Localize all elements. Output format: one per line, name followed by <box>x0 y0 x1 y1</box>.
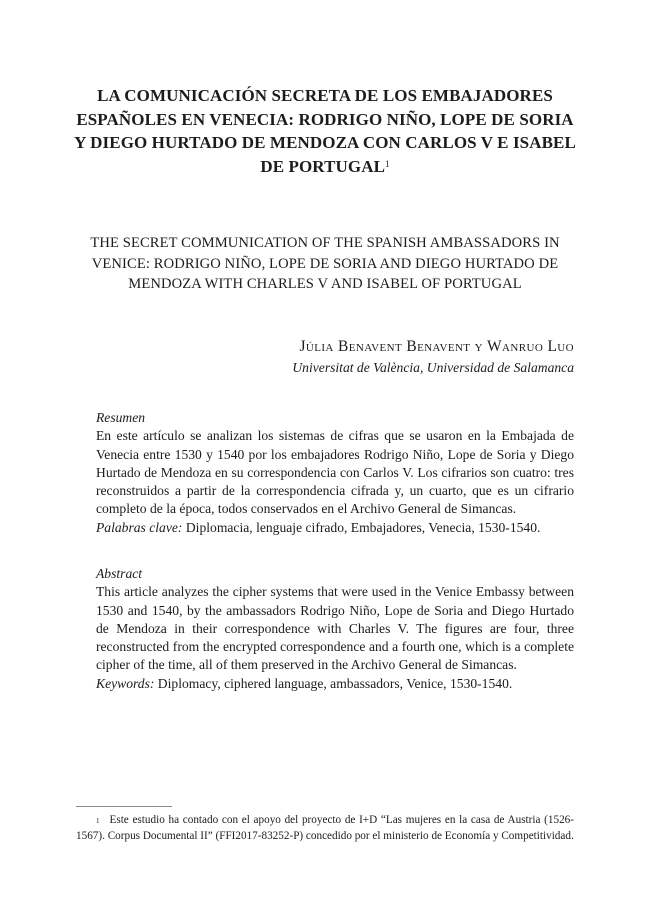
title-footnote-mark[interactable]: 1 <box>385 158 390 169</box>
spanish-title-line-4 <box>40 155 610 179</box>
english-title-line-3: MENDOZA WITH CHARLES V AND ISABEL OF PORTUGAL <box>128 276 522 292</box>
english-title-line-1: THE SECRET COMMUNICATION OF THE SPANISH AMBASSADORS IN <box>90 235 560 251</box>
resumen-keywords: Diplomacia, lenguaje cifrado, Embajadores, Venecia, 1530-1540. <box>182 519 541 535</box>
english-title-line-2: VENICE: RODRIGO NIÑO, LOPE DE SORIA AND DIEGO HURTADO DE <box>91 255 559 272</box>
resumen-body: En este artículo se analizan los sistemas de cifras que se usaron en la Embajada de Venecia entre 1530 y 1540 por los embajadores Rodrigo Niño, Lope de Soria y Diego Hurtado de Mendoza en su correspondencia con Carlos V. Los cifrarios son cuatro: tres reconstruidos a partir de la correspondencia cifrada y, un cuarto, que es un cifrario completo de la época, todos conservados en el Archivo General de Simancas. <box>96 428 574 517</box>
spanish-title-line-3: Y DIEGO HURTADO DE MENDOZA CON CARLOS V E ISABEL <box>74 133 576 152</box>
footnote-number: 1 <box>96 817 100 825</box>
resumen-keywords-label: Palabras clave: <box>96 519 183 535</box>
spanish-title <box>40 84 610 178</box>
footnote-divider <box>76 806 172 807</box>
author-names: Júlia Benavent Benavent y Wanruo Luo <box>299 338 574 355</box>
abstract-section <box>96 565 574 693</box>
abstract-body: This article analyzes the cipher systems that were used in the Venice Embassy between 1530 and 1540, by the ambassadors Rodrigo Niño, Lope de Soria and Diego Hurtado de Mendoza in their correspondence with Charles V. The figures are four, three reconstructed from the encrypted correspondence and a fourth one, which is a complete cipher of the time, all of them preserved in the Archivo General de Simancas. <box>96 584 574 673</box>
spanish-title-line-1: LA COMUNICACIÓN SECRETA DE LOS EMBAJADORES <box>97 86 553 105</box>
resumen-section <box>96 409 574 537</box>
abstract-keywords: Diplomacy, ciphered language, ambassadors, Venice, 1530-1540. <box>154 675 513 691</box>
author-affiliation: Universitat de València, Universidad de Salamanca <box>292 360 574 375</box>
footnote-text: Este estudio ha contado con el apoyo del proyecto de I+D “Las mujeres en la casa de Austria (1526-1567). Corpus Documental II” (FFI2017-83252-P) concedido por el ministerio de Economía y Competitividad. <box>76 814 574 842</box>
abstract-heading: Abstract <box>96 566 143 581</box>
spanish-title-line-2: ESPAÑOLES EN VENECIA: RODRIGO NIÑO, LOPE DE SORIA <box>76 109 574 129</box>
resumen-heading: Resumen <box>96 410 146 425</box>
abstract-keywords-label: Keywords: <box>96 675 155 691</box>
footnote <box>76 813 574 845</box>
spanish-title-line-4-text: DE PORTUGAL <box>260 156 386 176</box>
english-title <box>68 233 582 295</box>
